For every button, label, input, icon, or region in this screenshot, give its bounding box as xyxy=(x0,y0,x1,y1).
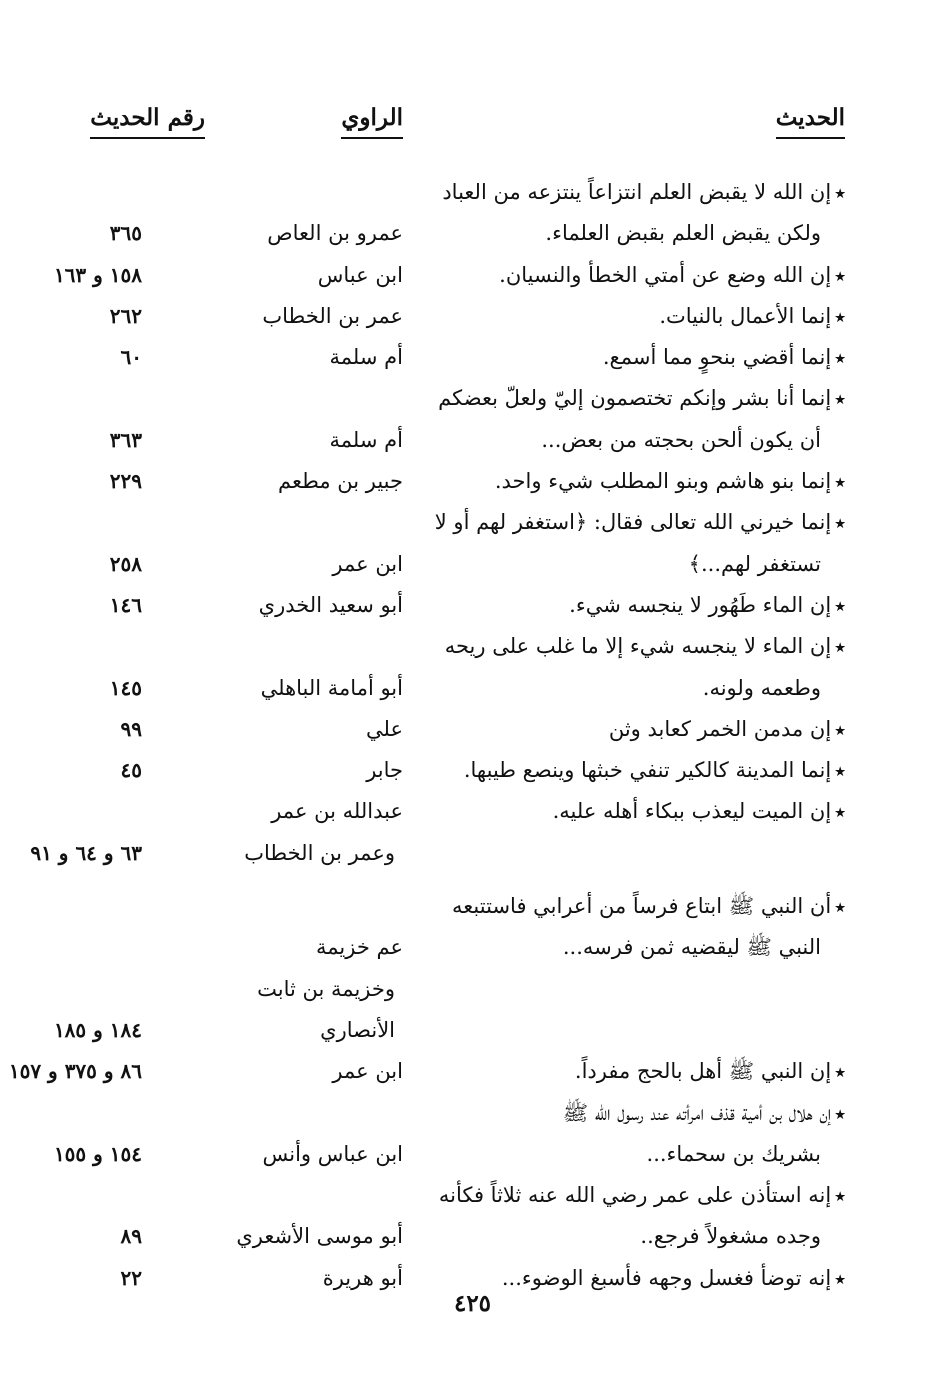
hadith-number: ٣٦٣ xyxy=(109,427,142,452)
hadith-text-content: إنما الأعمال بالنيات. xyxy=(659,303,832,328)
star-bullet-icon: ٭ xyxy=(835,1186,845,1208)
hadith-text xyxy=(545,217,821,249)
hadith-row xyxy=(0,420,945,461)
hadith-number: ٤٥ xyxy=(120,758,142,783)
hadith-text-content: إن مدمن الخمر كعابد وثن xyxy=(608,716,832,741)
star-bullet-icon: ٭ xyxy=(835,761,845,783)
hadith-text xyxy=(435,506,845,540)
narrator-name: أبو موسى الأشعري xyxy=(236,1224,403,1249)
hadith-text xyxy=(442,176,845,210)
narrator-name: وعمر بن الخطاب xyxy=(244,840,395,865)
narrator-name: جابر xyxy=(366,758,403,783)
star-bullet-icon: ٭ xyxy=(835,1268,845,1290)
hadith-row xyxy=(0,502,945,543)
hadith-text-content: ولكن يقبض العلم بقبض العلماء. xyxy=(545,221,821,246)
narrator-name: وخزيمة بن ثابت xyxy=(257,976,395,1001)
star-bullet-icon: ٭ xyxy=(835,1062,845,1084)
star-bullet-icon: ٭ xyxy=(835,1103,845,1125)
hadith-row xyxy=(0,927,945,968)
hadith-text-content: إنه استأذن على عمر رضي الله عنه ثلاثاً فكأنه xyxy=(438,1183,832,1208)
hadith-index-list xyxy=(0,172,945,1299)
hadith-text-content: إن الله لا يقبض العلم انتزاعاً ينتزعه من العباد xyxy=(442,180,832,204)
narrator-name: ابن عمر xyxy=(332,1059,403,1084)
hadith-text xyxy=(563,931,821,963)
hadith-number: ٢٢ xyxy=(120,1265,142,1290)
hadith-row xyxy=(0,255,945,296)
narrator-name: أبو هريرة xyxy=(322,1265,403,1290)
hadith-row xyxy=(0,296,945,337)
hadith-row xyxy=(0,1216,945,1257)
hadith-number: ٢٥٨ xyxy=(109,551,142,576)
row-gap xyxy=(0,874,945,886)
narrator-name: ابن عباس وأنس xyxy=(262,1141,403,1166)
narrator-name: أم سلمة xyxy=(329,427,403,452)
hadith-number: ٩٩ xyxy=(120,716,142,741)
star-bullet-icon: ٭ xyxy=(835,802,845,824)
hadith-text-content: إن الله وضع عن أمتي الخطأ والنسيان. xyxy=(499,262,832,287)
hadith-text xyxy=(464,754,845,788)
hadith-text xyxy=(640,1220,821,1252)
hadith-number: ٦٠ xyxy=(120,345,142,370)
hadith-text-content: وطعمه ولونه. xyxy=(702,675,821,700)
hadith-text xyxy=(647,1138,821,1170)
hadith-row xyxy=(0,833,945,874)
narrator-name: أم سلمة xyxy=(329,345,403,370)
hadith-text-content: أن يكون ألحن بحجته من بعض... xyxy=(541,427,821,452)
hadith-text-content: تستغفر لهم...﴾ xyxy=(688,551,821,576)
hadith-text-content: إن هلال بن أمية قذف امرأته عند رسول الله ﷺ xyxy=(562,1100,832,1125)
hadith-row xyxy=(0,1175,945,1216)
narrator-name: عبدالله بن عمر xyxy=(271,799,403,824)
narrator-name: ابن عمر xyxy=(332,551,403,576)
star-bullet-icon: ٭ xyxy=(835,265,845,287)
hadith-row xyxy=(0,337,945,378)
hadith-number: ٢٢٩ xyxy=(109,469,142,494)
hadith-text-content: إنما خيرني الله تعالى فقال: ﴿استغفر لهم أو لا xyxy=(434,510,832,535)
narrator-name: أبو سعيد الخدري xyxy=(258,592,403,617)
hadith-row xyxy=(0,461,945,502)
star-bullet-icon: ٭ xyxy=(835,389,845,411)
table-header xyxy=(0,104,945,144)
hadith-number: ٢٦٢ xyxy=(109,303,142,328)
page-number: ٤٢٥ xyxy=(453,1290,492,1317)
hadith-row xyxy=(0,378,945,419)
star-bullet-icon: ٭ xyxy=(835,183,845,204)
hadith-row xyxy=(0,544,945,585)
star-bullet-icon: ٭ xyxy=(835,595,845,617)
hadith-text-content: النبي ﷺ ليقضيه ثمن فرسه... xyxy=(562,935,821,960)
hadith-text xyxy=(563,1097,845,1131)
hadith-text xyxy=(541,424,821,456)
star-bullet-icon: ٭ xyxy=(835,719,845,741)
narrator-name: علي xyxy=(366,716,403,741)
hadith-text xyxy=(603,341,845,375)
narrator-name: عمرو بن العاص xyxy=(267,221,403,246)
star-bullet-icon: ٭ xyxy=(835,897,845,919)
hadith-row xyxy=(0,709,945,750)
hadith-text xyxy=(438,382,845,416)
narrator-name: جبير بن مطعم xyxy=(277,469,403,494)
star-bullet-icon: ٭ xyxy=(835,513,845,535)
hadith-text-content: إنما المدينة كالكير تنفي خبثها وينصع طيبها. xyxy=(463,758,832,783)
hadith-row xyxy=(0,668,945,709)
hadith-text-content: وجده مشغولاً فرجع.. xyxy=(640,1224,821,1249)
hadith-column-header: الحديث xyxy=(776,104,845,139)
star-bullet-icon: ٭ xyxy=(835,348,845,370)
hadith-number: ١٨٤ و ١٨٥ xyxy=(53,1017,142,1042)
hadith-number: ٣٦٥ xyxy=(109,221,142,246)
hadith-number: ٨٩ xyxy=(120,1224,142,1249)
hadith-text-content: إنما بنو هاشم وبنو المطلب شيء واحد. xyxy=(494,469,832,494)
hadith-number: ٦٣ و ٦٤ و ٩١ xyxy=(30,840,142,865)
hadith-row xyxy=(0,213,945,254)
hadith-row xyxy=(0,886,945,927)
narrator-name: عمر بن الخطاب xyxy=(262,303,403,328)
hadith-number: ٨٦ و ٣٧٥ و ١٥٧ xyxy=(8,1059,142,1084)
hadith-text-content: إن الميت ليعذب ببكاء أهله عليه. xyxy=(552,799,832,824)
narrator-name: عم خزيمة xyxy=(316,935,403,960)
hadith-text-content: إن الماء لا ينجسه شيء إلا ما غلب على ريحه xyxy=(444,634,832,659)
hadith-number-column-header: رقم الحديث xyxy=(90,104,205,139)
hadith-number: ١٤٥ xyxy=(109,675,142,700)
hadith-text-content: إنما أقضي بنحوٍ مما أسمع. xyxy=(602,345,832,370)
hadith-text xyxy=(452,890,845,924)
hadith-text xyxy=(569,589,845,623)
hadith-text xyxy=(499,259,845,293)
narrator-name: الأنصاري xyxy=(320,1017,395,1042)
hadith-row xyxy=(0,791,945,832)
hadith-row xyxy=(0,750,945,791)
hadith-row xyxy=(0,172,945,213)
hadith-text-content: أن النبي ﷺ ابتاع فرساً من أعرابي فاستتبعه xyxy=(452,894,832,919)
hadith-text-content: إنه توضأ فغسل وجهه فأسبغ الوضوء... xyxy=(501,1265,832,1290)
star-bullet-icon: ٭ xyxy=(835,637,845,659)
star-bullet-icon: ٭ xyxy=(835,306,845,328)
hadith-text xyxy=(445,630,845,664)
hadith-row xyxy=(0,585,945,626)
hadith-text xyxy=(439,1179,845,1213)
hadith-text-content: إن النبي ﷺ أهل بالحج مفرداً. xyxy=(574,1059,832,1084)
hadith-number: ١٤٦ xyxy=(109,592,142,617)
hadith-text-content: إنما أنا بشر وإنكم تختصمون إليّ ولعلّ بعضكم xyxy=(438,386,832,411)
hadith-text-content: بشريك بن سحماء... xyxy=(646,1141,821,1166)
star-bullet-icon: ٭ xyxy=(835,472,845,494)
hadith-number: ١٥٤ و ١٥٥ xyxy=(53,1141,142,1166)
hadith-text xyxy=(575,1055,845,1089)
hadith-text xyxy=(495,465,845,499)
hadith-text xyxy=(609,713,845,747)
hadith-text xyxy=(659,300,845,334)
hadith-number: ١٥٨ و ١٦٣ xyxy=(53,262,142,287)
hadith-row xyxy=(0,626,945,667)
hadith-row xyxy=(0,969,945,1010)
narrator-name: أبو أمامة الباهلي xyxy=(260,675,403,700)
hadith-text xyxy=(553,795,845,829)
hadith-row xyxy=(0,1093,945,1134)
hadith-text xyxy=(703,672,821,704)
hadith-text-content: إن الماء طَهُور لا ينجسه شيء. xyxy=(569,592,832,617)
narrator-name: ابن عباس xyxy=(317,262,403,287)
hadith-row xyxy=(0,1010,945,1051)
hadith-text xyxy=(689,548,821,580)
narrator-column-header: الراوي xyxy=(341,104,403,139)
hadith-row xyxy=(0,1051,945,1092)
hadith-row xyxy=(0,1134,945,1175)
